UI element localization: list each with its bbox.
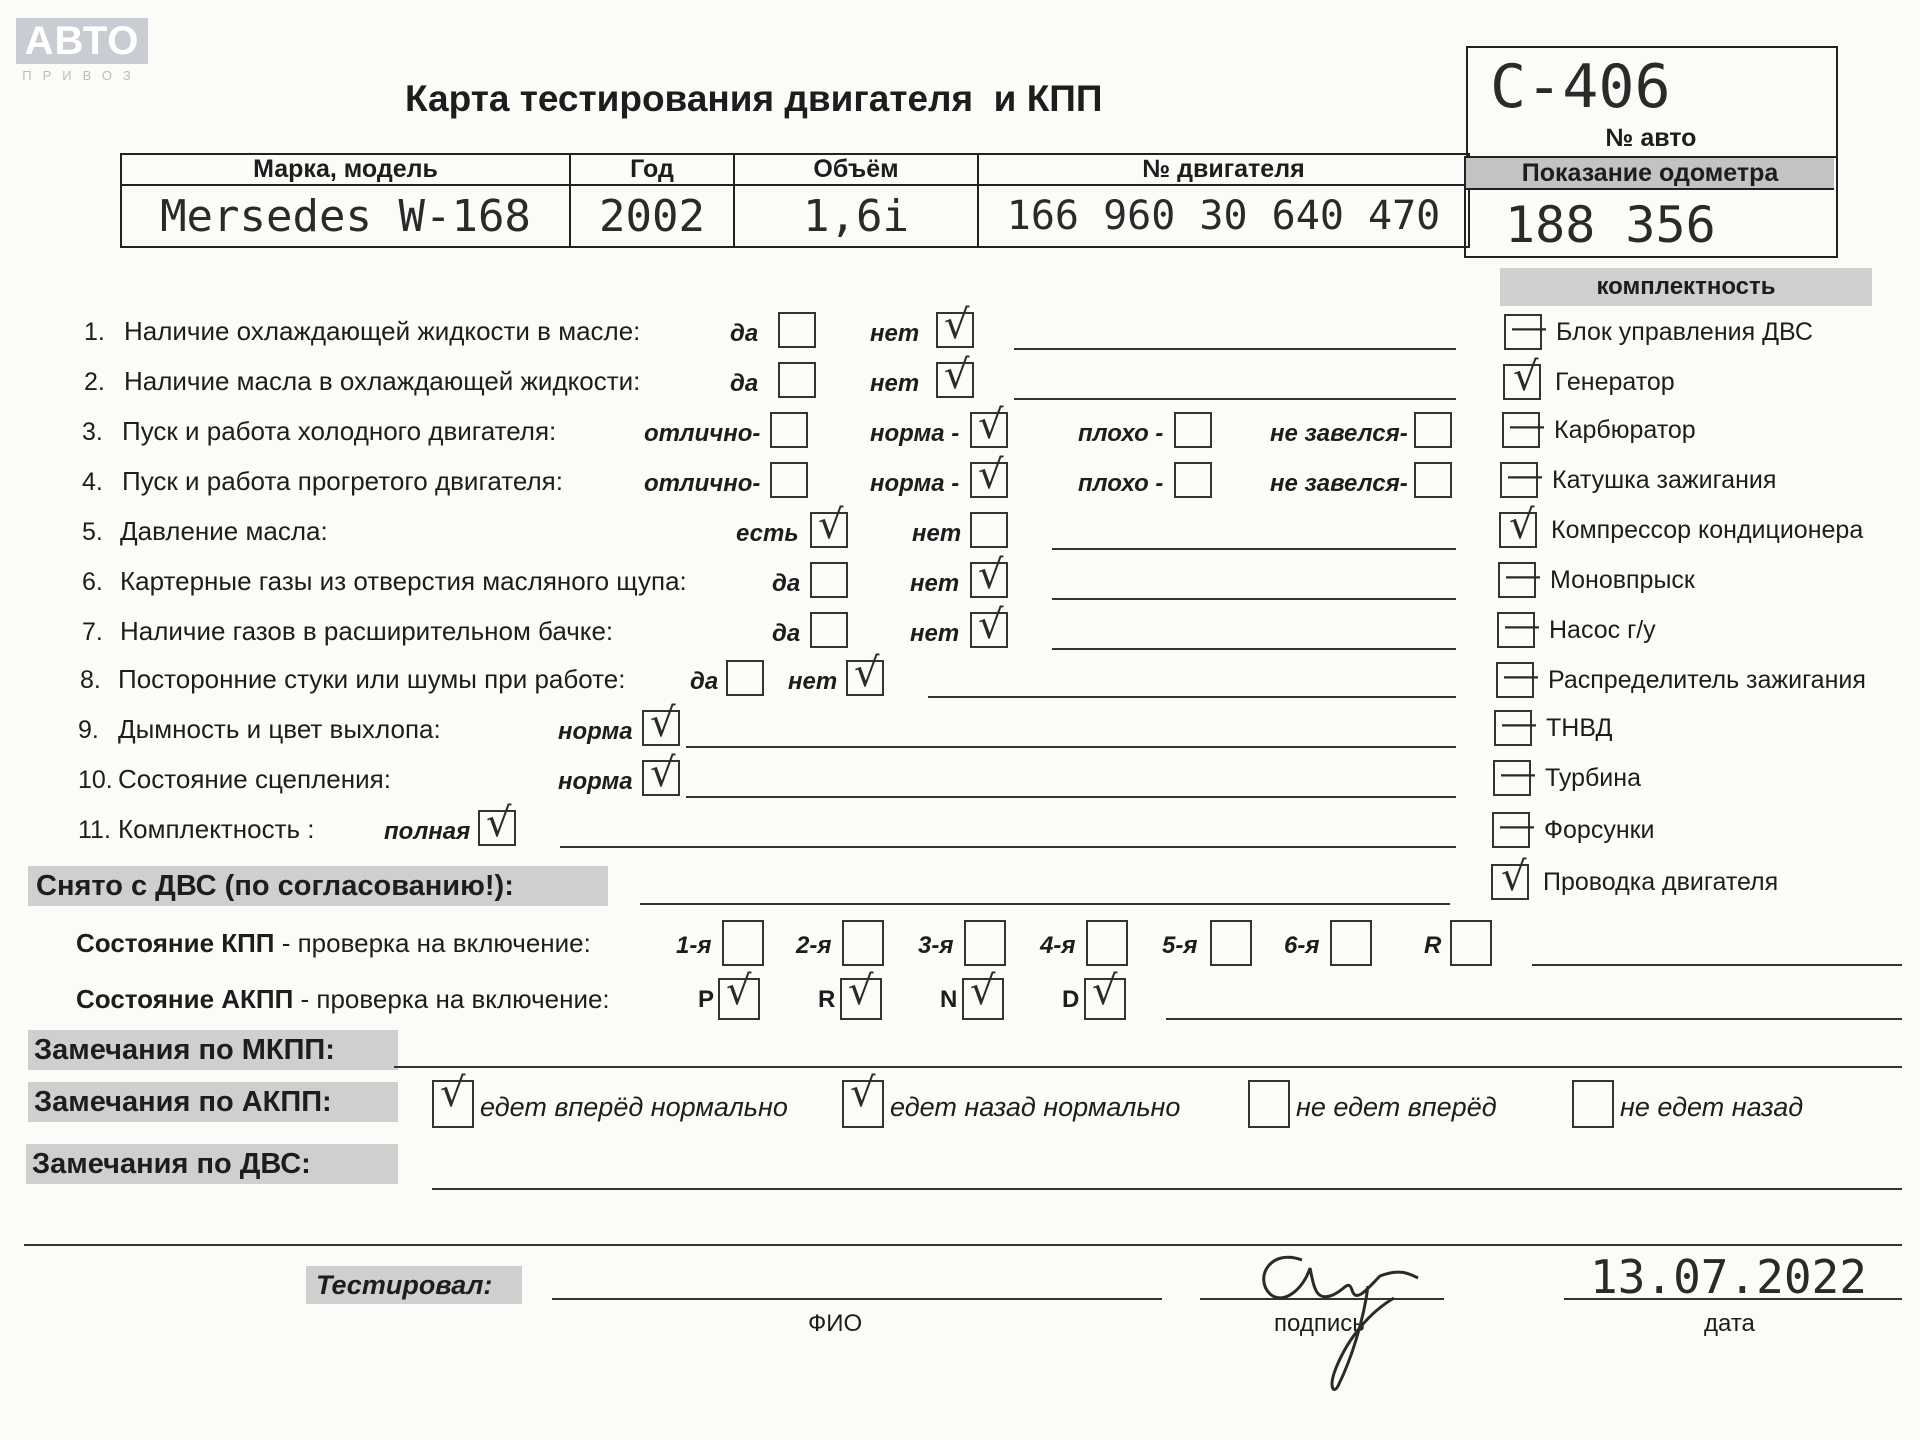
- komplektnost-item-label: Генератор: [1555, 368, 1675, 396]
- row-label: Посторонние стуки или шумы при работе:: [118, 664, 626, 694]
- gear-checkbox[interactable]: [1086, 920, 1128, 966]
- row-number: 9.: [78, 716, 99, 744]
- option-label: да: [730, 370, 759, 397]
- option-checkbox[interactable]: [1414, 412, 1452, 448]
- col-year-header: Год: [570, 154, 734, 185]
- option-label: нет: [910, 570, 960, 597]
- check-mark-icon: √: [486, 800, 512, 846]
- dash-mark-icon: —: [1506, 556, 1540, 594]
- option-label: да: [772, 620, 801, 647]
- kpp-line: [1532, 964, 1902, 966]
- row-label: Состояние сцепления:: [118, 764, 391, 794]
- akpp-label-rest: - проверка на включение:: [293, 984, 610, 1014]
- row-label: Комплектность :: [118, 814, 315, 844]
- avto-number-value: C-406: [1490, 52, 1671, 122]
- akpp-remark-checkbox[interactable]: [1248, 1080, 1290, 1128]
- row-fill-line: [928, 696, 1456, 698]
- row-fill-line: [1014, 398, 1456, 400]
- option-label: отлично-: [644, 470, 761, 497]
- check-mark-icon: √: [440, 1070, 466, 1116]
- komplektnost-checkbox[interactable]: [1496, 656, 1538, 698]
- gear-label: 3-я: [918, 932, 954, 959]
- check-mark-icon: √: [818, 502, 844, 548]
- komplektnost-checkbox[interactable]: [1493, 754, 1535, 796]
- option-label: нет: [910, 620, 960, 647]
- remarks-mkpp-label: Замечания по МКПП:: [28, 1030, 398, 1070]
- option-checkbox[interactable]: [970, 552, 1008, 598]
- komplektnost-checkbox[interactable]: [1503, 354, 1541, 400]
- komplektnost-checkbox[interactable]: [1491, 854, 1529, 900]
- vehicle-header-table: [120, 153, 1470, 248]
- option-checkbox[interactable]: [770, 412, 808, 448]
- volume-value: 1,6i: [734, 185, 978, 247]
- option-label: да: [730, 320, 759, 347]
- col-engine-number-header: № двигателя: [978, 154, 1469, 185]
- option-checkbox[interactable]: [642, 700, 680, 746]
- komplektnost-item-label: Насос г/у: [1549, 616, 1656, 644]
- akpp-gear-checkbox[interactable]: [718, 968, 760, 1020]
- row-fill-line: [1052, 548, 1456, 550]
- gear-checkbox[interactable]: [722, 920, 764, 966]
- kpp-label-bold: Состояние КПП: [76, 928, 275, 958]
- gear-label: R: [1424, 932, 1442, 959]
- option-label: нет: [912, 520, 962, 547]
- row-label: Наличие газов в расширительном бачке:: [120, 616, 614, 646]
- row-fill-line: [560, 846, 1456, 848]
- komplektnost-item-label: Катушка зажигания: [1552, 466, 1777, 494]
- option-label: норма -: [870, 420, 960, 447]
- row-label: Пуск и работа холодного двигателя:: [122, 416, 557, 446]
- row-number: 4.: [82, 468, 103, 496]
- option-checkbox[interactable]: [810, 612, 848, 648]
- akpp-gear-checkbox[interactable]: [840, 968, 882, 1020]
- komplektnost-item-label: Турбина: [1545, 764, 1641, 792]
- akpp-remark-label: едет вперёд нормально: [480, 1092, 788, 1122]
- option-checkbox[interactable]: [726, 660, 764, 696]
- akpp-line: [1166, 1018, 1902, 1020]
- komplektnost-item-label: Карбюратор: [1554, 416, 1696, 444]
- dash-mark-icon: —: [1500, 806, 1534, 844]
- row-fill-line: [1052, 648, 1456, 650]
- option-checkbox[interactable]: [810, 562, 848, 598]
- komplektnost-checkbox[interactable]: [1498, 556, 1540, 598]
- row-number: 5.: [82, 518, 103, 546]
- fio-line: [552, 1298, 1162, 1300]
- akpp-remark-checkbox[interactable]: [842, 1070, 884, 1128]
- row-number: 2.: [84, 368, 105, 396]
- akpp-remark-checkbox[interactable]: [432, 1070, 474, 1128]
- akpp-remark-label: едет назад нормально: [890, 1092, 1181, 1122]
- row-number: 7.: [82, 618, 103, 646]
- check-mark-icon: √: [726, 968, 752, 1014]
- row-fill-line: [686, 796, 1456, 798]
- gear-label: 2-я: [796, 932, 832, 959]
- dash-mark-icon: —: [1502, 704, 1536, 742]
- check-mark-icon: √: [854, 650, 880, 696]
- check-mark-icon: √: [970, 968, 996, 1014]
- kpp-label-rest: - проверка на включение:: [274, 928, 591, 958]
- check-mark-icon: √: [1509, 502, 1535, 548]
- check-mark-icon: √: [1092, 968, 1118, 1014]
- row-label: Пуск и работа прогретого двигателя:: [122, 466, 563, 496]
- option-label: норма -: [870, 470, 960, 497]
- akpp-gear-label: D: [1062, 986, 1080, 1013]
- option-label: норма: [558, 718, 633, 745]
- page-title: Карта тестирования двигателя и КПП: [405, 78, 1103, 119]
- col-model-header: Марка, модель: [121, 154, 570, 185]
- year-value: 2002: [570, 185, 734, 247]
- akpp-label-bold: Состояние АКПП: [76, 984, 294, 1014]
- remarks-dvs-label: Замечания по ДВС:: [26, 1144, 398, 1184]
- row-label: Давление масла:: [120, 516, 328, 546]
- option-label: норма: [558, 768, 633, 795]
- dash-mark-icon: —: [1512, 308, 1546, 346]
- option-checkbox[interactable]: [970, 602, 1008, 648]
- akpp-label: [76, 984, 610, 1015]
- option-label: плохо -: [1078, 470, 1164, 497]
- akpp-remark-checkbox[interactable]: [1572, 1080, 1614, 1128]
- remarks-mkpp-line: [394, 1066, 1902, 1068]
- komplektnost-item-label: ТНВД: [1546, 714, 1613, 742]
- row-number: 11.: [78, 816, 111, 844]
- option-checkbox[interactable]: [778, 312, 816, 348]
- komplektnost-checkbox[interactable]: [1504, 308, 1546, 350]
- komplektnost-item-label: Моновпрыск: [1550, 566, 1695, 594]
- option-label: плохо -: [1078, 420, 1164, 447]
- check-mark-icon: √: [978, 402, 1004, 448]
- tested-by-label: Тестировал:: [306, 1266, 522, 1304]
- check-mark-icon: √: [848, 968, 874, 1014]
- akpp-remark-label: не едет назад: [1620, 1092, 1804, 1122]
- removed-from-engine-label: Снято с ДВС (по согласованию!):: [28, 866, 608, 906]
- row-number: 3.: [82, 418, 103, 446]
- row-label: Картерные газы из отверстия масляного щупа:: [120, 566, 687, 596]
- gear-checkbox[interactable]: [842, 920, 884, 966]
- engine-number-value: 166 960 30 640 470: [978, 185, 1469, 247]
- remarks-akpp-label: Замечания по АКПП:: [28, 1082, 398, 1122]
- check-mark-icon: √: [1513, 354, 1539, 400]
- check-mark-icon: √: [850, 1070, 876, 1116]
- option-label: есть: [736, 520, 799, 547]
- option-checkbox[interactable]: [778, 362, 816, 398]
- akpp-gear-checkbox[interactable]: [1084, 968, 1126, 1020]
- dash-mark-icon: —: [1508, 456, 1542, 494]
- komplektnost-item-label: Форсунки: [1544, 816, 1655, 844]
- remarks-dvs-line: [432, 1188, 1902, 1190]
- komplektnost-checkbox[interactable]: [1492, 806, 1534, 848]
- option-label: не завелся-: [1270, 470, 1408, 497]
- option-label: не завелся-: [1270, 420, 1408, 447]
- option-label: да: [690, 668, 719, 695]
- option-checkbox[interactable]: [810, 502, 848, 548]
- option-checkbox[interactable]: [936, 352, 974, 398]
- kpp-label: [76, 928, 591, 959]
- row-label: Дымность и цвет выхлопа:: [118, 714, 441, 744]
- akpp-gear-label: P: [698, 986, 715, 1013]
- fio-label: ФИО: [808, 1310, 863, 1337]
- remarks-extra-line: [24, 1244, 1902, 1246]
- row-number: 6.: [82, 568, 103, 596]
- date-value: 13.07.2022: [1590, 1250, 1867, 1304]
- akpp-gear-label: N: [940, 986, 958, 1013]
- dash-mark-icon: —: [1504, 656, 1538, 694]
- model-value: Mersedes W-168: [121, 185, 570, 247]
- row-number: 10.: [78, 766, 113, 794]
- odometer-label: Показание одометра: [1466, 158, 1834, 190]
- handwritten-signature: [1240, 1238, 1450, 1398]
- option-checkbox[interactable]: [770, 462, 808, 498]
- check-mark-icon: √: [650, 700, 676, 746]
- komplektnost-checkbox[interactable]: [1499, 502, 1537, 548]
- dash-mark-icon: —: [1510, 406, 1544, 444]
- gear-label: 1-я: [676, 932, 712, 959]
- option-checkbox[interactable]: [1414, 462, 1452, 498]
- gear-checkbox[interactable]: [1450, 920, 1492, 966]
- option-checkbox[interactable]: [642, 750, 680, 796]
- gear-label: 4-я: [1040, 932, 1076, 959]
- option-checkbox[interactable]: [478, 800, 516, 846]
- option-checkbox[interactable]: [970, 452, 1008, 498]
- check-mark-icon: √: [650, 750, 676, 796]
- dash-mark-icon: —: [1501, 754, 1535, 792]
- row-fill-line: [1052, 598, 1456, 600]
- option-checkbox[interactable]: [1174, 462, 1212, 498]
- komplektnost-checkbox[interactable]: [1497, 606, 1539, 648]
- date-label: дата: [1704, 1310, 1755, 1337]
- option-label: да: [772, 570, 801, 597]
- signature-label: подпись: [1274, 1310, 1365, 1337]
- gear-checkbox[interactable]: [1210, 920, 1252, 966]
- option-checkbox[interactable]: [1174, 412, 1212, 448]
- komplektnost-header: комплектность: [1500, 268, 1872, 306]
- akpp-gear-label: R: [818, 986, 836, 1013]
- komplektnost-item-label: Проводка двигателя: [1543, 868, 1779, 896]
- option-label: отлично-: [644, 420, 761, 447]
- logo-subtitle: ПРИВОЗ: [22, 68, 142, 83]
- row-number: 8.: [80, 666, 101, 694]
- gear-checkbox[interactable]: [1330, 920, 1372, 966]
- row-label: Наличие охлаждающей жидкости в масле:: [124, 316, 641, 346]
- check-mark-icon: √: [978, 602, 1004, 648]
- row-fill-line: [1014, 348, 1456, 350]
- komplektnost-item-label: Распределитель зажигания: [1548, 666, 1866, 694]
- gear-label: 6-я: [1284, 932, 1320, 959]
- komplektnost-checkbox[interactable]: [1502, 406, 1544, 448]
- option-label: нет: [870, 370, 920, 397]
- check-mark-icon: √: [978, 552, 1004, 598]
- row-fill-line: [686, 746, 1456, 748]
- option-checkbox[interactable]: [970, 512, 1008, 548]
- komplektnost-item-label: Блок управления ДВС: [1556, 318, 1813, 346]
- row-label: Наличие масла в охлаждающей жидкости:: [124, 366, 641, 396]
- akpp-gear-checkbox[interactable]: [962, 968, 1004, 1020]
- option-label: нет: [870, 320, 920, 347]
- dash-mark-icon: —: [1505, 606, 1539, 644]
- option-checkbox[interactable]: [936, 302, 974, 348]
- komplektnost-item-label: Компрессор кондиционера: [1551, 516, 1864, 544]
- option-checkbox[interactable]: [846, 650, 884, 696]
- check-mark-icon: √: [978, 452, 1004, 498]
- check-mark-icon: √: [1501, 854, 1527, 900]
- option-label: полная: [384, 818, 471, 845]
- check-mark-icon: √: [944, 352, 970, 398]
- logo: АВТО: [16, 18, 148, 64]
- row-number: 1.: [84, 318, 105, 346]
- gear-label: 5-я: [1162, 932, 1198, 959]
- check-mark-icon: √: [944, 302, 970, 348]
- avto-number-label: № авто: [1605, 124, 1697, 152]
- option-checkbox[interactable]: [970, 402, 1008, 448]
- removed-from-engine-line: [640, 903, 1450, 905]
- akpp-remark-label: не едет вперёд: [1296, 1092, 1497, 1122]
- odometer-value: 188 356: [1505, 196, 1716, 254]
- option-label: нет: [788, 668, 838, 695]
- col-volume-header: Объём: [734, 154, 978, 185]
- komplektnost-checkbox[interactable]: [1500, 456, 1542, 498]
- gear-checkbox[interactable]: [964, 920, 1006, 966]
- komplektnost-checkbox[interactable]: [1494, 704, 1536, 746]
